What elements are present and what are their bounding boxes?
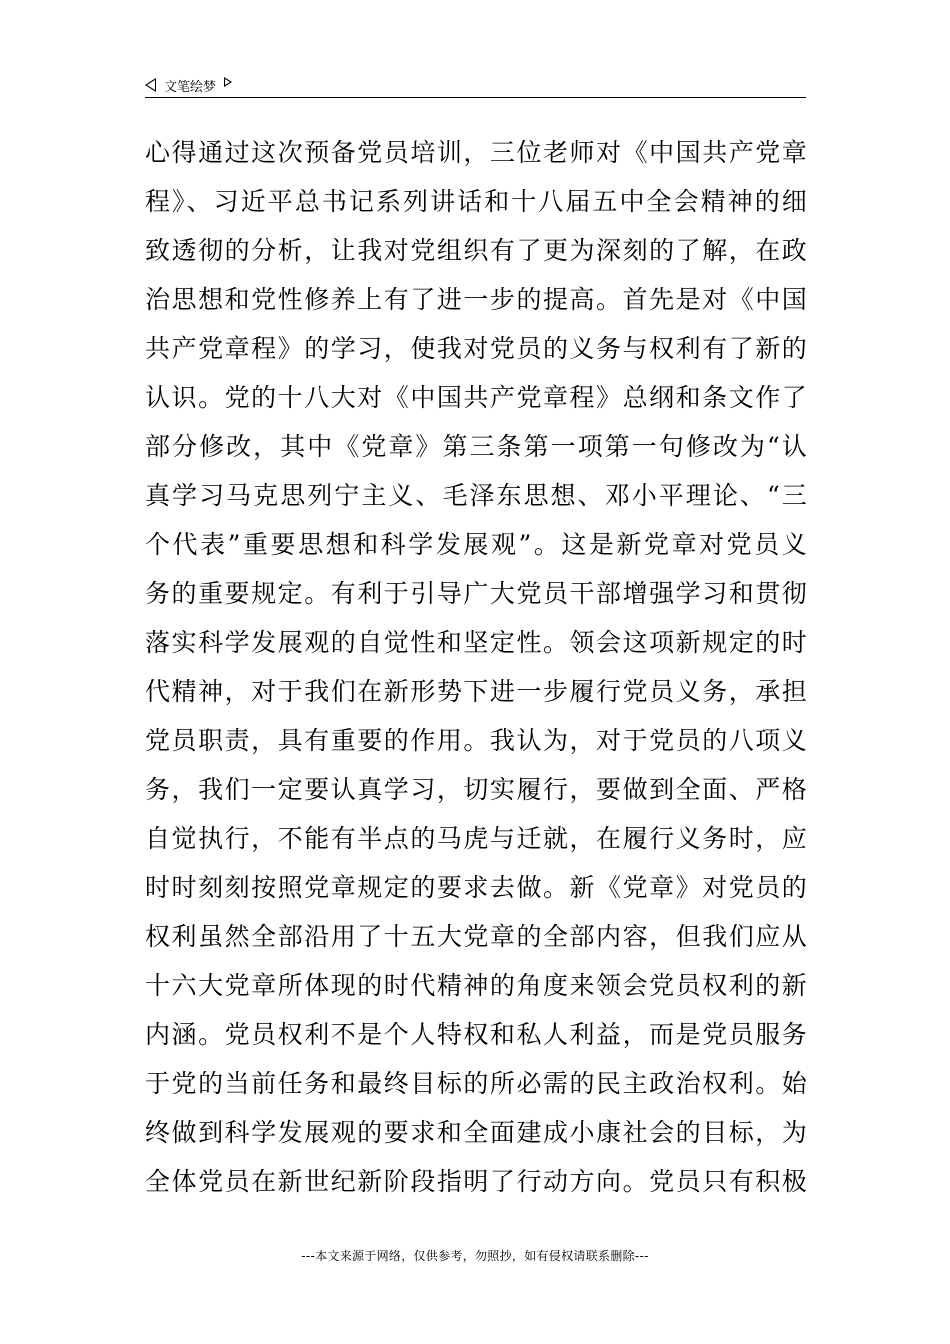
page-header [145, 74, 805, 96]
left-triangle-icon [145, 78, 156, 92]
text-line: 真学习马克思列宁主义、毛泽东思想、邓小平理论、“三 [145, 481, 807, 510]
text-line: 全体党员在新世纪新阶段指明了行动方向。党员只有积极 [145, 1167, 807, 1196]
text-line: 务，我们一定要认真学习，切实履行，要做到全面、严格 [145, 775, 807, 804]
footer-notice: ---本文来源于网络，仅供参考，勿照抄，如有侵权请联系删除--- [301, 1249, 649, 1263]
body-text [145, 128, 807, 1206]
text-line: 自觉执行，不能有半点的马虎与迁就，在履行义务时，应 [145, 824, 807, 853]
text-line: 个代表”重要思想和科学发展观”。这是新党章对党员义 [145, 530, 807, 559]
text-line: 时时刻刻按照党章规定的要求去做。新《党章》对党员的 [145, 873, 807, 902]
header-title: 文笔绘梦 [164, 79, 217, 95]
text-line: 致透彻的分析，让我对党组织有了更为深刻的了解，在政 [145, 236, 807, 265]
text-line: 程》、习近平总书记系列讲话和十八届五中全会精神的细 [145, 187, 807, 216]
text-line: 权利虽然全部沿用了十五大党章的全部内容，但我们应从 [145, 922, 807, 951]
text-line: 认识。党的十八大对《中国共产党章程》总纲和条文作了 [145, 383, 807, 412]
text-line: 心得通过这次预备党员培训，三位老师对《中国共产党章 [145, 138, 807, 167]
text-line: 务的重要规定。有利于引导广大党员干部增强学习和贯彻 [145, 579, 807, 608]
text-line: 代精神，对于我们在新形势下进一步履行党员义务，承担 [145, 677, 807, 706]
text-line: 部分修改，其中《党章》第三条第一项第一句修改为“认 [145, 432, 807, 461]
text-line: 共产党章程》的学习，使我对党员的义务与权利有了新的 [145, 334, 807, 363]
text-line: 内涵。党员权利不是个人特权和私人利益，而是党员服务 [145, 1020, 807, 1049]
text-line: 于党的当前任务和最终目标的所必需的民主政治权利。始 [145, 1069, 807, 1098]
text-line: 落实科学发展观的自觉性和坚定性。领会这项新规定的时 [145, 628, 807, 657]
header-divider [145, 97, 806, 98]
text-line: 终做到科学发展观的要求和全面建成小康社会的目标，为 [145, 1118, 807, 1147]
right-triangle-icon [224, 77, 232, 87]
text-line: 十六大党章所体现的时代精神的角度来领会党员权利的新 [145, 971, 807, 1000]
text-line: 治思想和党性修养上有了进一步的提高。首先是对《中国 [145, 285, 807, 314]
text-line: 党员职责，具有重要的作用。我认为，对于党员的八项义 [145, 726, 807, 755]
